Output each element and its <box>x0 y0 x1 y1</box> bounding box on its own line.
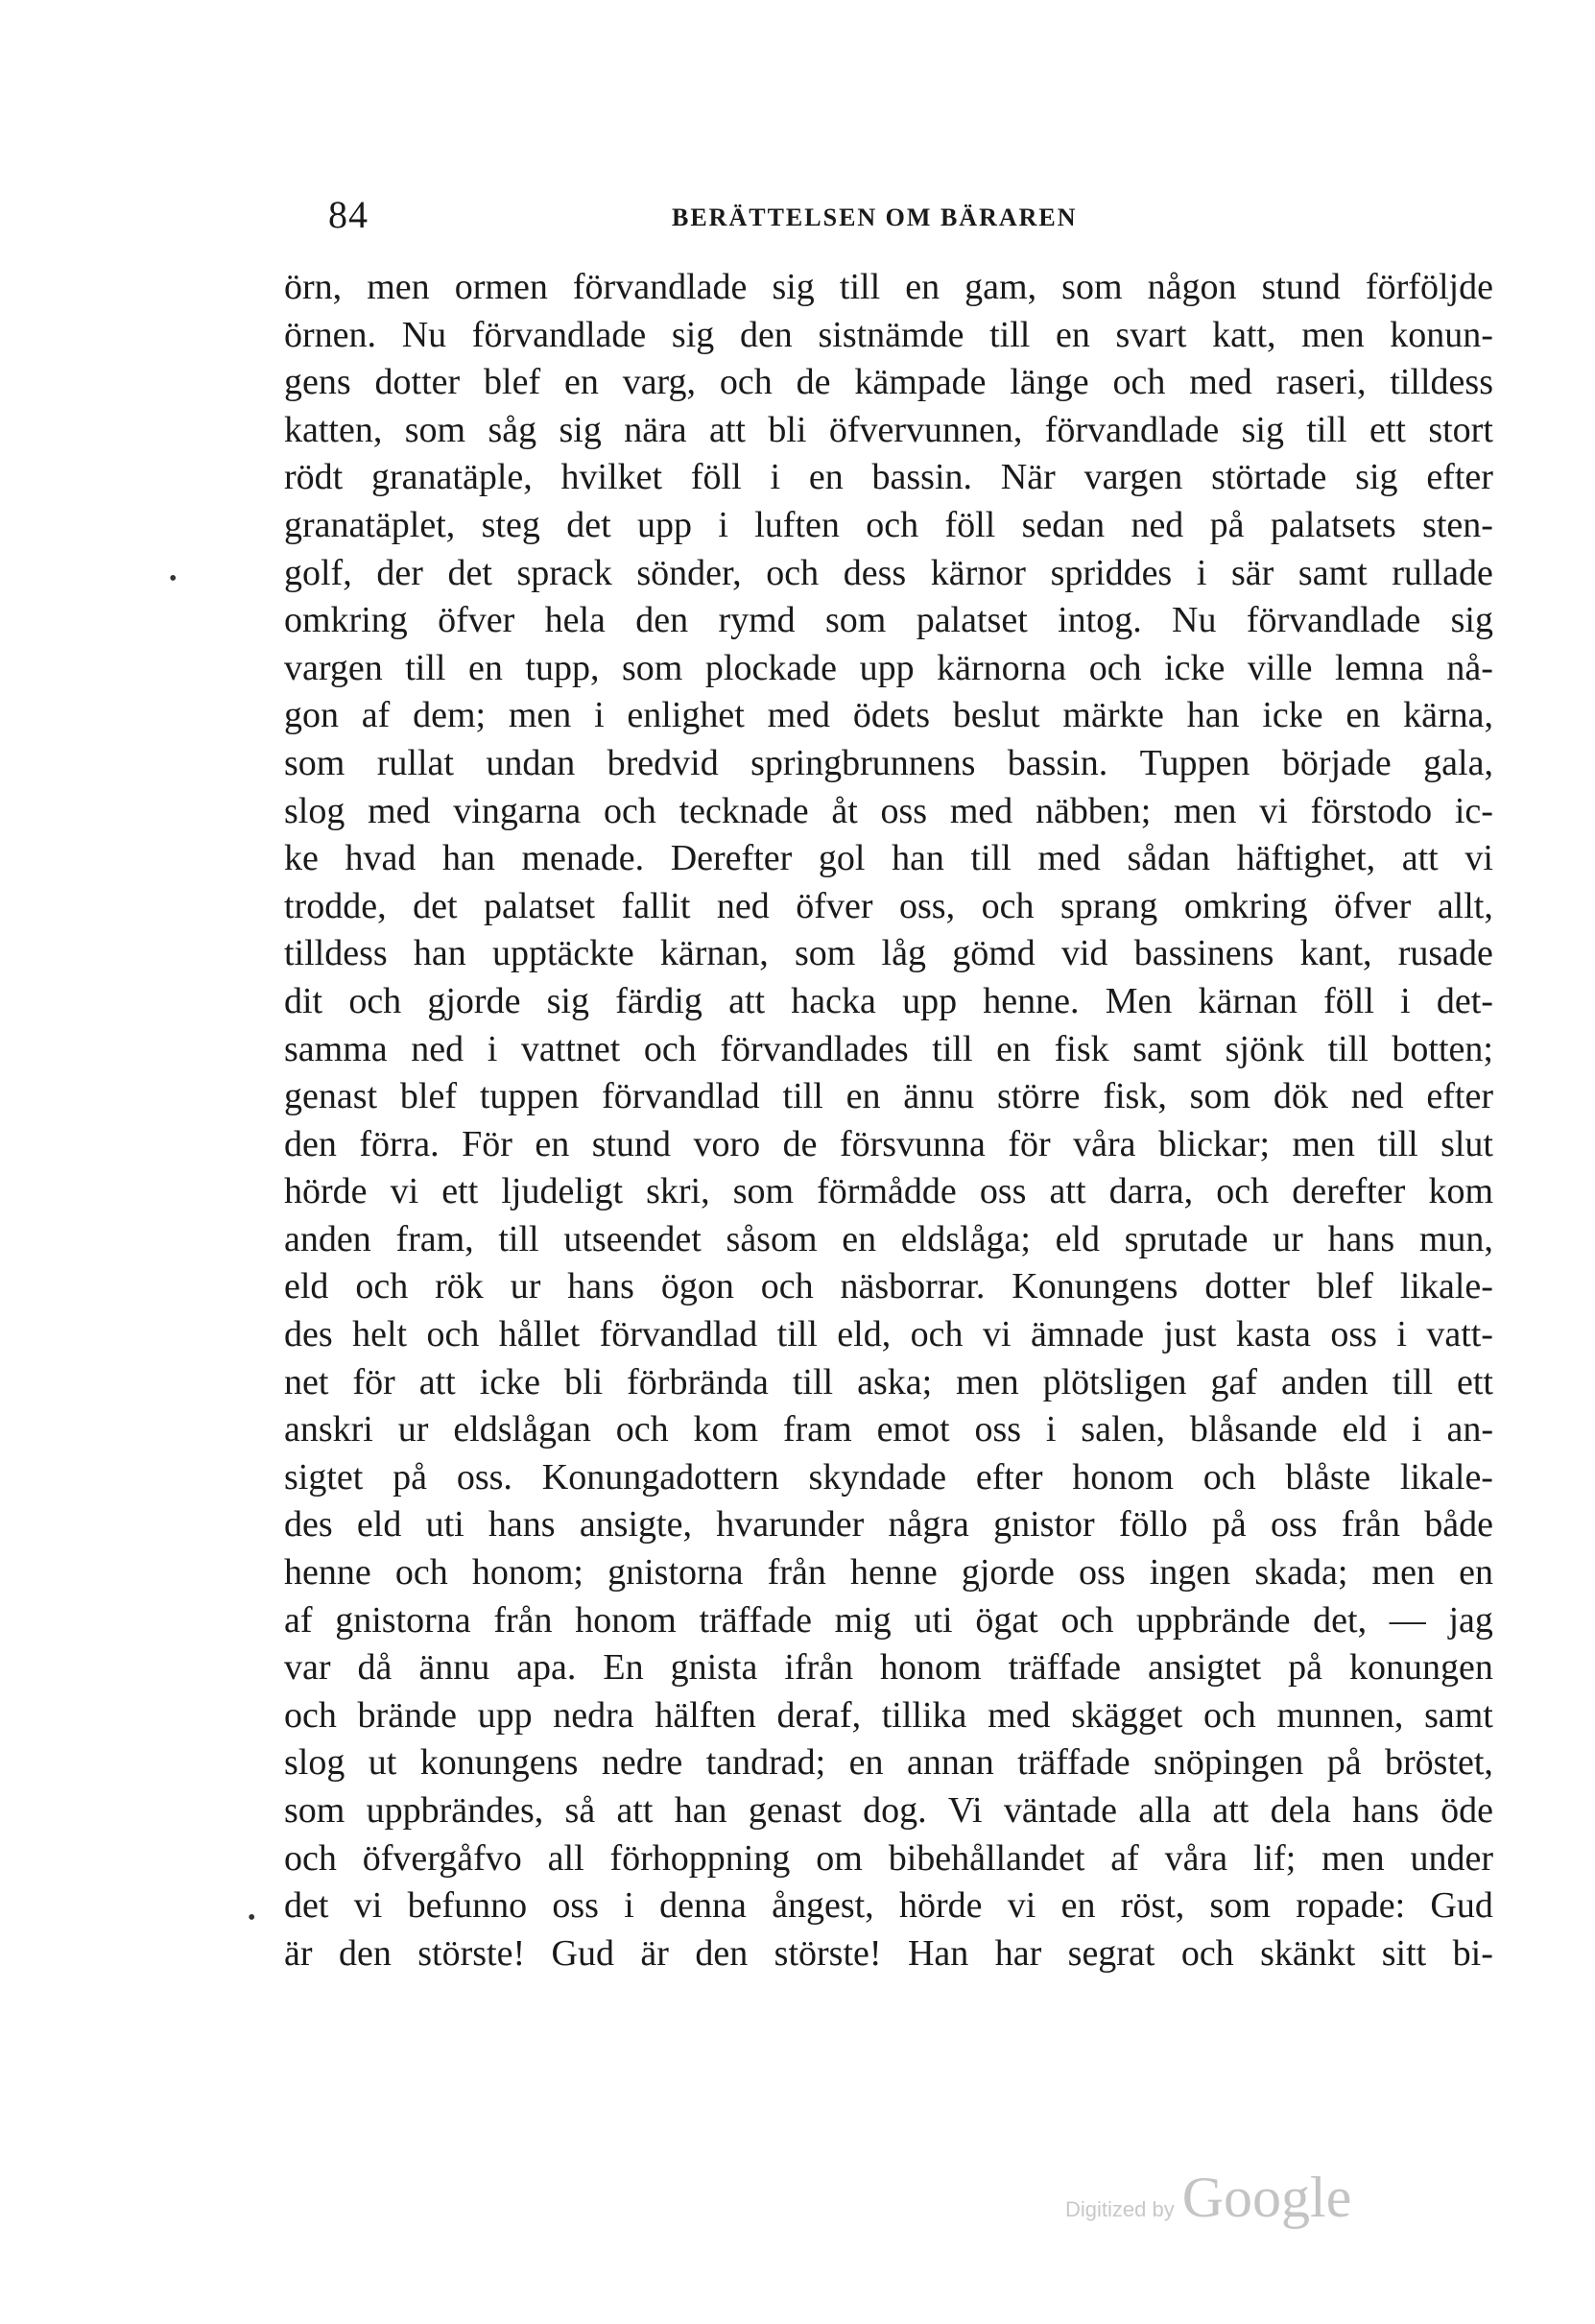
text-line: des helt och hållet förvandlad till eld, och vi ämnade just kasta oss i vatt- <box>284 1314 1493 1355</box>
text-line: det vi befunno oss i denna ångest, hörde vi en röst, som ropade: Gud <box>284 1885 1493 1927</box>
text-line: örn, men ormen förvandlade sig till en gam, som någon stund förföljde <box>284 267 1493 307</box>
text-line: vargen till en tupp, som plockade upp kärnorna och icke ville lemna nå- <box>284 647 1493 688</box>
text-line: hörde vi ett ljudeligt skri, som förmådde oss att darra, och derefter kom <box>284 1171 1493 1212</box>
text-line: golf, der det sprack sönder, och dess kärnor spriddes i sär samt rullade <box>284 552 1493 593</box>
text-line: och öfvergåfvo all förhoppning om bibehållandet af våra lif; men under <box>284 1837 1493 1879</box>
text-line: genast blef tuppen förvandlad till en ännu större fisk, som dök ned efter <box>284 1076 1493 1117</box>
text-line: den förra. För en stund voro de försvunna för våra blickar; men till slut <box>284 1123 1493 1164</box>
text-line: örnen. Nu förvandlade sig den sistnämde till en svart katt, men konun- <box>284 314 1493 355</box>
digitization-watermark <box>1065 2165 1351 2232</box>
text-line: som uppbrändes, så att han genast dog. Vi väntade alla att dela hans öde <box>284 1790 1493 1831</box>
text-line: var då ännu apa. En gnista ifrån honom träffade ansigtet på konungen <box>284 1647 1493 1689</box>
text-line: rödt granatäple, hvilket föll i en bassin. När vargen störtade sig efter <box>284 457 1493 498</box>
text-line: trodde, det palatset fallit ned öfver oss, och sprang omkring öfver allt, <box>284 885 1493 926</box>
text-line: des eld uti hans ansigte, hvarunder några gnistor föllo på oss från både <box>284 1504 1493 1545</box>
text-line: slog ut konungens nedre tandrad; en annan träffade snöpingen på bröstet, <box>284 1742 1493 1784</box>
text-line: anskri ur eldslågan och kom fram emot oss i salen, blåsande eld i an- <box>284 1409 1493 1450</box>
margin-mark: • <box>169 566 178 591</box>
text-line: eld och rök ur hans ögon och näsborrar. Konungens dotter blef likale- <box>284 1266 1493 1307</box>
running-head: BERÄTTELSEN OM BÄRAREN <box>672 204 1078 231</box>
text-line: granatäplet, steg det upp i luften och föll sedan ned på palatsets sten- <box>284 504 1493 545</box>
text-line: net för att icke bli förbrända till aska; men plötsligen gaf anden till ett <box>284 1361 1493 1402</box>
google-logo: Google <box>1181 2166 1352 2229</box>
text-line: omkring öfver hela den rymd som palatset intog. Nu förvandlade sig <box>284 600 1493 641</box>
text-line: samma ned i vattnet och förvandlades till en fisk samt sjönk till botten; <box>284 1028 1493 1069</box>
text-line: slog med vingarna och tecknade åt oss med näbben; men vi förstodo ic- <box>284 790 1493 831</box>
text-line: sigtet på oss. Konungadottern skyndade efter honom och blåste likale- <box>284 1456 1493 1497</box>
margin-mark: • <box>248 1905 256 1930</box>
text-line: och brände upp nedra hälften deraf, tillika med skägget och munnen, samt <box>284 1694 1493 1736</box>
text-line: henne och honom; gnistorna från henne gjorde oss ingen skada; men en <box>284 1552 1493 1593</box>
text-line: katten, som såg sig nära att bli öfvervunnen, förvandlade sig till ett stort <box>284 409 1493 450</box>
text-line: gon af dem; men i enlighet med ödets beslut märkte han icke en kärna, <box>284 695 1493 736</box>
text-line: som rullat undan bredvid springbrunnens bassin. Tuppen började gala, <box>284 742 1493 783</box>
body-text <box>284 264 1493 1977</box>
text-line: af gnistorna från honom träffade mig uti ögat och uppbrände det, — jag <box>284 1599 1493 1641</box>
text-line: gens dotter blef en varg, och de kämpade länge och med raseri, tilldess <box>284 362 1493 403</box>
text-line: tilldess han upptäckte kärnan, som låg gömd vid bassinens kant, rusade <box>284 933 1493 974</box>
page-number: 84 <box>328 193 369 236</box>
text-line: ke hvad han menade. Derefter gol han till med sådan häftighet, att vi <box>284 838 1493 879</box>
text-line: är den störste! Gud är den störste! Han har segrat och skänkt sitt bi- <box>284 1932 1493 1974</box>
page-header <box>288 192 1420 250</box>
digitized-by-label: Digitized by <box>1065 2197 1175 2221</box>
text-line: dit och gjorde sig färdig att hacka upp henne. Men kärnan föll i det- <box>284 980 1493 1021</box>
text-line: anden fram, till utseendet såsom en eldslåga; eld sprutade ur hans mun, <box>284 1218 1493 1259</box>
